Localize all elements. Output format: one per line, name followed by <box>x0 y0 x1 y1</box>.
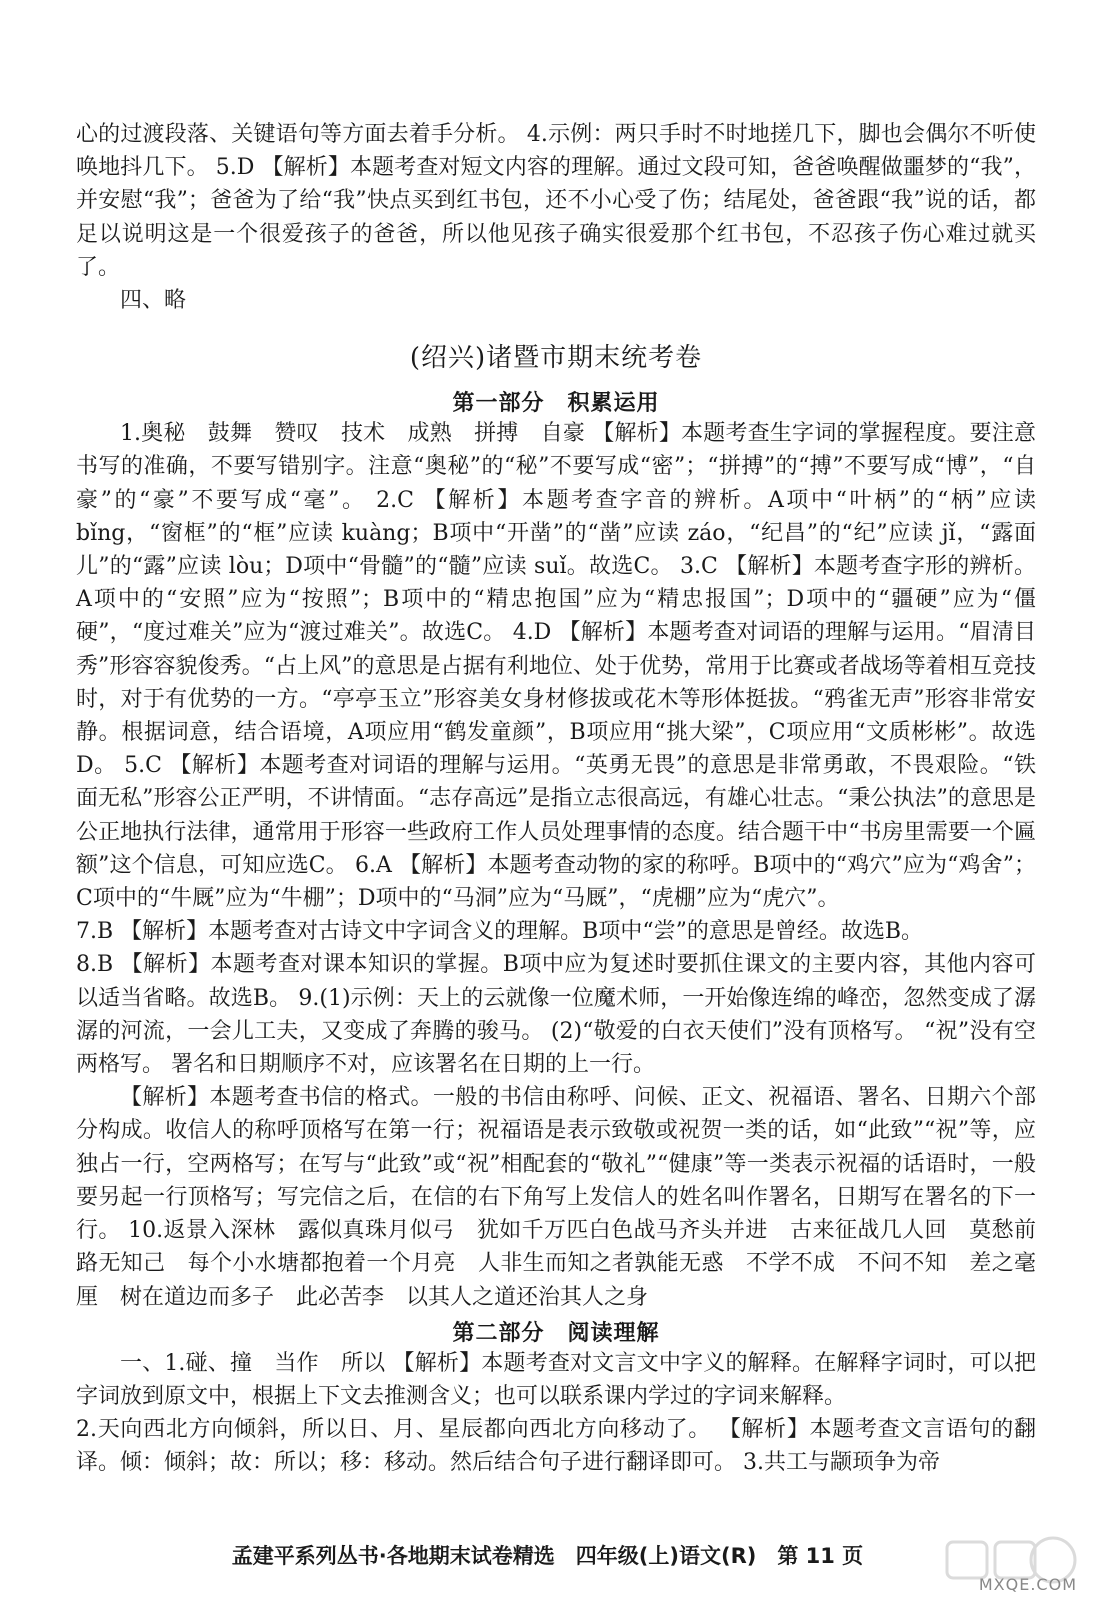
answer-paragraph: 7.B 【解析】本题考查对古诗文中字词含义的理解。B项中“尝”的意思是曾经。故选B。 <box>76 919 923 945</box>
section-four-text: 四、略 <box>120 288 187 314</box>
answer-paragraph: 8.B 【解析】本题考查对课本知识的掌握。B项中应为复述时要抓住课文的主要内容，其他内容可以适当省略。故选B。 9.(1)示例：天上的云就像一位魔术师，一开始像连绵的峰峦，忽然变成了潺潺的河流，一会儿工夫，又变成了奔腾的骏马。 (2)“敬爱的白衣天使们”没有顶格写。 “祝”没有空两格写。 署名和日期顺序不对，应该署名在日期的上一行。 <box>76 952 1036 1078</box>
answer-paragraph: 一、1.碰、撞 当作 所以 【解析】本题考查对文言文中字义的解释。在解释字词时，可以把字词放到原文中，根据上下文去推测含义；也可以联系课内学过的字词来解释。 <box>76 1350 1036 1409</box>
page-footer: 孟建平系列丛书·各地期末试卷精选 四年级(上)语文(R) 第 11 页 <box>231 1544 864 1568</box>
part2-title: 第二部分 阅读理解 <box>452 1319 660 1346</box>
answer-paragraph: 【解析】本题考查书信的格式。一般的书信由称呼、问候、正文、祝福语、署名、日期六个部分构成。收信人的称呼顶格写在第一行；祝福语是表示致敬或祝贺一类的话，如“此致”“祝”等，应独占一行，空两格写；在写与“此致”或“祝”相配套的“敬礼”“健康”等一类表示祝福的话语时，一般要另起一行顶格写；写完信之后，在信的右下角写上发信人的姓名叫作署名，日期写在署名的下一行。 10.返景入深林 露似真珠月似弓 犹如千万匹白色战马齐头并进 古来征战几人回 莫愁前路无知己 每个小水塘都抱着一个月亮 人非生而知之者孰能无惑 不学不成 不问不知 差之毫厘 树在道边而多子 此必苦李 以其人之道还治其人之身 <box>76 1085 1036 1310</box>
answer-paragraph: 心的过渡段落、关键语句等方面去着手分析。 4.示例：两只手时不时地搓几下，脚也会偶尔不听使唤地抖几下。 5.D 【解析】本题考查对短文内容的理解。通过文段可知，爸爸唤醒做噩梦的“我”，并安慰“我”；爸爸为了给“我”快点买到红书包，还不小心受了伤；结尾处，爸爸跟“我”说的话，都足以说明这是一个很爱孩子的爸爸，所以他见孩子确实很爱那个红书包，不忍孩子伤心难过就买了。 <box>76 122 1036 280</box>
answer-paragraph: 1.奥秘 鼓舞 赞叹 技术 成熟 拼搏 自豪 【解析】本题考查生字词的掌握程度。要注意书写的准确，不要写错别字。注意“奥秘”的“秘”不要写成“密”；“拼搏”的“搏”不要写成“博”，“自豪”的“豪”不要写成“毫”。 2.C 【解析】本题考查字音的辨析。A项中“叶柄”的“柄”应读 bǐng，“窗框”的“框”应读 kuàng；B项中“开凿”的“凿”应读 záo，“纪昌”的“纪”应读 jǐ，“露面儿”的“露”应读 lòu；D项中“骨髓”的“髓”应读 suǐ。故选C。 3.C 【解析】本题考查字形的辨析。A项中的“安照”应为“按照”；B项中的“精忠抱国”应为“精忠报国”；D项中的“疆硬”应为“僵硬”，“度过难关”应为“渡过难关”。故选C。 4.D 【解析】本题考查对词语的理解与运用。“眉清目秀”形容容貌俊秀。“占上风”的意思是占据有利地位、处于优势，常用于比赛或者战场等着相互竞技时，对于有优势的一方。“亭亭玉立”形容美女身材修拔或花木等形体挺拔。“鸦雀无声”形容非常安静。根据词意，结合语境，A项应用“鹤发童颜”，B项应用“挑大梁”，C项应用“文质彬彬”。故选D。 5.C 【解析】本题考查对词语的理解与运用。“英勇无畏”的意思是非常勇敢，不畏艰险。“铁面无私”形容公正严明，不讲情面。“志存高远”是指立志很高远，有雄心壮志。“秉公执法”的意思是公正地执行法律，通常用于形容一些政府工作人员处理事情的态度。结合题干中“书房里需要一个匾额”这个信息，可知应选C。 6.A 【解析】本题考查动物的家的称呼。B项中的“鸡穴”应为“鸡舍”；C项中的“牛厩”应为“牛棚”；D项中的“马洞”应为“马厩”，“虎棚”应为“虎穴”。 <box>76 421 1036 912</box>
part1-title: 第一部分 积累运用 <box>452 390 660 417</box>
answer-paragraph: 2.天向西北方向倾斜，所以日、月、星辰都向西北方向移动了。 【解析】本题考查文言语句的翻译。倾：倾斜；故：所以；移：移动。然后结合句子进行翻译即可。 3.共工与颛顼争为帝 <box>76 1417 1036 1476</box>
exam-title: (绍兴)诸暨市期末统考卷 <box>409 343 703 374</box>
watermark-text: MXQE.COM <box>978 1575 1077 1594</box>
page-content <box>76 118 1036 1480</box>
